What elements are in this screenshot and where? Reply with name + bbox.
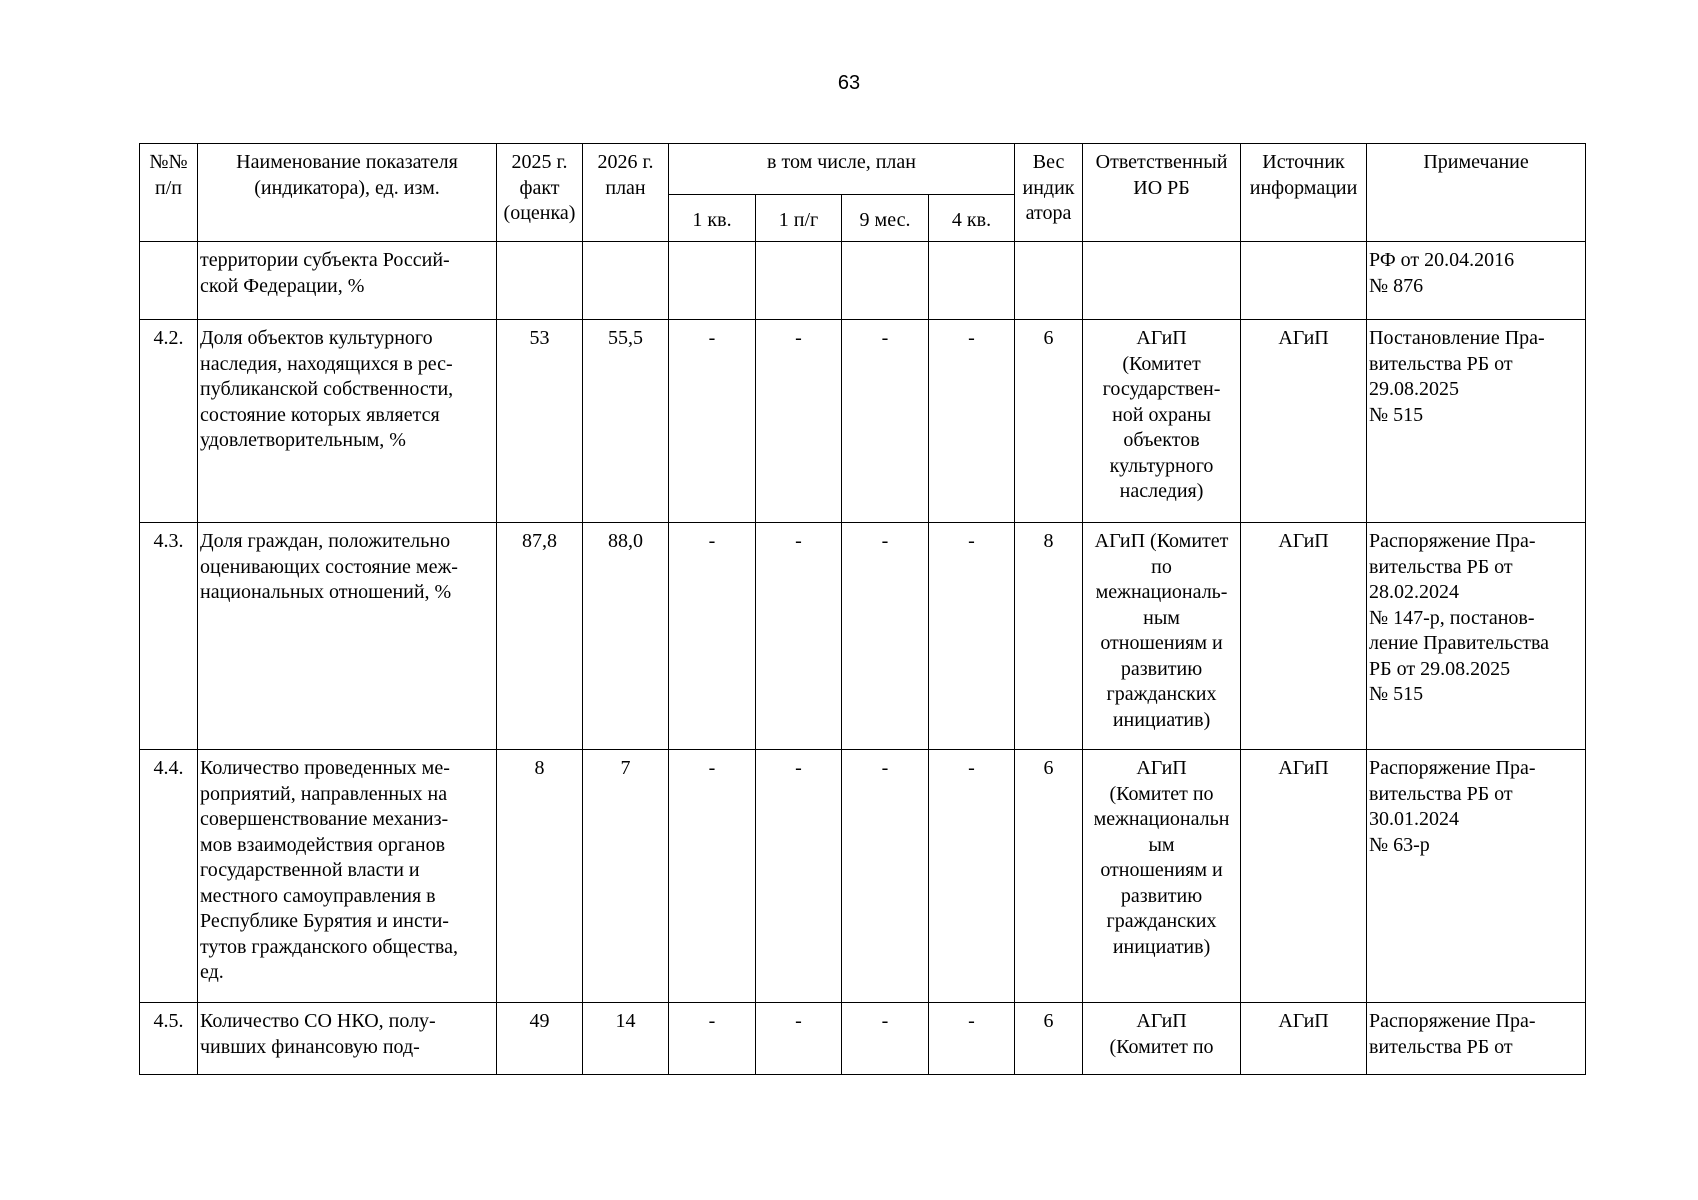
row-responsible: АГиП (Комитет по межнациональн ым отношениям и развитию гражданских инициатив): [1083, 750, 1241, 1003]
row-9m: -: [842, 320, 929, 523]
row-h1: -: [756, 320, 842, 523]
header-fact-2025: 2025 г. факт (оценка): [497, 144, 583, 242]
row-note: Распоряжение Пра- вительства РБ от: [1367, 1003, 1586, 1075]
row-h1: -: [756, 750, 842, 1003]
row-plan-2026: [583, 242, 669, 320]
indicators-table: [139, 143, 1586, 1075]
table-row: [140, 750, 1586, 1003]
row-name: Доля объектов культурного наследия, находящихся в рес- публиканской собственности, состояние которых является удовлетворительным, %: [198, 320, 497, 523]
table-row: [140, 523, 1586, 750]
row-q1: -: [669, 320, 756, 523]
row-q4: -: [929, 523, 1015, 750]
row-plan-2026: 7: [583, 750, 669, 1003]
row-q4: [929, 242, 1015, 320]
row-responsible: АГиП (Комитет государствен- ной охраны объектов культурного наследия): [1083, 320, 1241, 523]
row-q1: -: [669, 750, 756, 1003]
row-fact-2025: 49: [497, 1003, 583, 1075]
row-h1: -: [756, 1003, 842, 1075]
row-q1: -: [669, 1003, 756, 1075]
row-plan-2026: 55,5: [583, 320, 669, 523]
row-num: 4.3.: [140, 523, 198, 750]
row-9m: -: [842, 523, 929, 750]
row-responsible: АГиП (Комитет по: [1083, 1003, 1241, 1075]
row-fact-2025: 8: [497, 750, 583, 1003]
table-row: [140, 320, 1586, 523]
row-weight: 6: [1015, 320, 1083, 523]
row-9m: [842, 242, 929, 320]
row-num: 4.5.: [140, 1003, 198, 1075]
row-source: АГиП: [1241, 750, 1367, 1003]
row-weight: [1015, 242, 1083, 320]
row-name: Доля граждан, положительно оценивающих состояние меж- национальных отношений, %: [198, 523, 497, 750]
row-name: территории субъекта Россий- ской Федерации, %: [198, 242, 497, 320]
row-fact-2025: [497, 242, 583, 320]
row-plan-2026: 88,0: [583, 523, 669, 750]
row-source: АГиП: [1241, 320, 1367, 523]
header-q4: 4 кв.: [929, 195, 1015, 242]
row-responsible: АГиП (Комитет по межнациональ- ным отношениям и развитию гражданских инициатив): [1083, 523, 1241, 750]
row-h1: [756, 242, 842, 320]
row-responsible: [1083, 242, 1241, 320]
row-h1: -: [756, 523, 842, 750]
row-9m: -: [842, 750, 929, 1003]
row-q4: -: [929, 1003, 1015, 1075]
row-weight: 8: [1015, 523, 1083, 750]
row-note: РФ от 20.04.2016 № 876: [1367, 242, 1586, 320]
row-source: [1241, 242, 1367, 320]
header-9m: 9 мес.: [842, 195, 929, 242]
table-row: [140, 1003, 1586, 1075]
row-9m: -: [842, 1003, 929, 1075]
header-plan-2026: 2026 г. план: [583, 144, 669, 242]
row-name: Количество СО НКО, полу- чивших финансовую под-: [198, 1003, 497, 1075]
row-num: 4.4.: [140, 750, 198, 1003]
row-source: АГиП: [1241, 523, 1367, 750]
row-plan-2026: 14: [583, 1003, 669, 1075]
row-num: [140, 242, 198, 320]
row-note: Распоряжение Пра- вительства РБ от 30.01.2024 № 63-р: [1367, 750, 1586, 1003]
page-number: 63: [837, 72, 861, 94]
header-h1: 1 п/г: [756, 195, 842, 242]
row-note: Распоряжение Пра- вительства РБ от 28.02.2024 № 147-р, постанов- ление Правительства РБ от 29.08.2025 № 515: [1367, 523, 1586, 750]
row-q1: -: [669, 523, 756, 750]
row-source: АГиП: [1241, 1003, 1367, 1075]
header-name: Наименование показателя (индикатора), ед. изм.: [198, 144, 497, 242]
row-q4: -: [929, 750, 1015, 1003]
table-header: [140, 144, 1586, 242]
header-responsible: Ответственный ИО РБ: [1083, 144, 1241, 242]
row-fact-2025: 87,8: [497, 523, 583, 750]
header-source: Источник информации: [1241, 144, 1367, 242]
row-name: Количество проведенных ме- роприятий, направленных на совершенствование механиз- мов взаимодействия органов государственной власти и местного самоуправления в Республике Бурятия и инсти- тутов гражданского общества, ед.: [198, 750, 497, 1003]
row-num: 4.2.: [140, 320, 198, 523]
row-weight: 6: [1015, 750, 1083, 1003]
header-note: Примечание: [1367, 144, 1586, 242]
header-incl-plan: в том числе, план: [669, 144, 1015, 195]
header-q1: 1 кв.: [669, 195, 756, 242]
row-q1: [669, 242, 756, 320]
row-fact-2025: 53: [497, 320, 583, 523]
row-note: Постановление Пра- вительства РБ от 29.08.2025 № 515: [1367, 320, 1586, 523]
row-weight: 6: [1015, 1003, 1083, 1075]
table-row: [140, 242, 1586, 320]
header-weight: Вес индик атора: [1015, 144, 1083, 242]
row-q4: -: [929, 320, 1015, 523]
header-num: №№ п/п: [140, 144, 198, 242]
